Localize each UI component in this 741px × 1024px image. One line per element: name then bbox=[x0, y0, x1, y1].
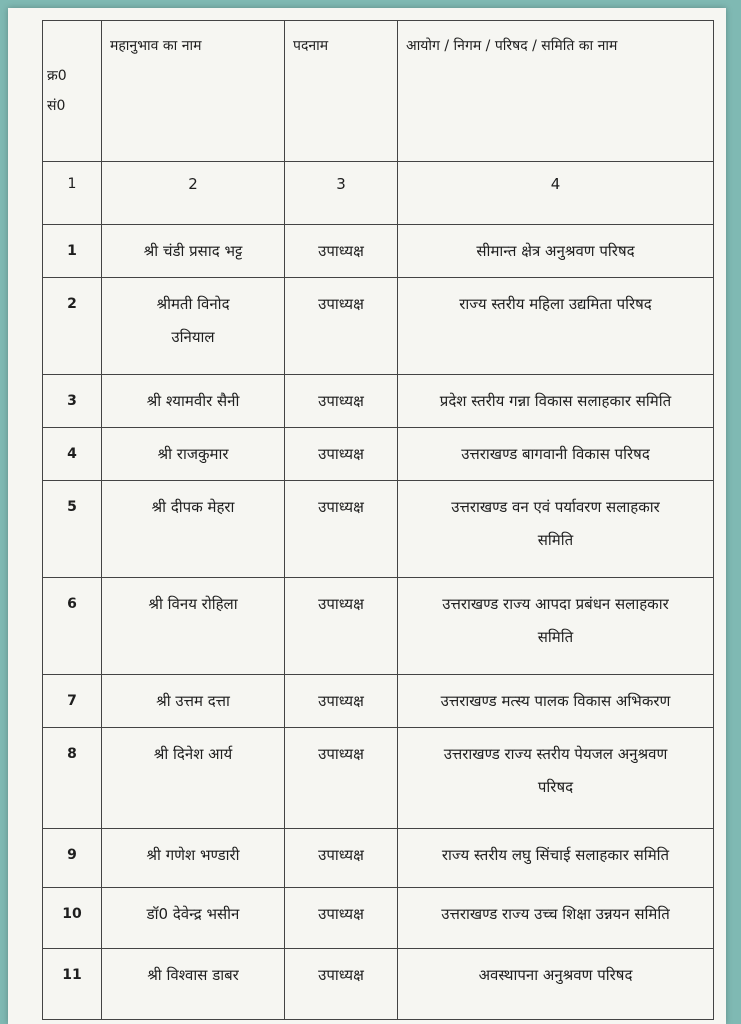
member-name: श्री दिनेश आर्य bbox=[102, 728, 285, 829]
serial-number: 1 bbox=[43, 225, 102, 278]
member-name: श्री चंडी प्रसाद भट्ट bbox=[102, 225, 285, 278]
table-row bbox=[43, 888, 714, 949]
table-row bbox=[43, 375, 714, 428]
header-designation: पदनाम bbox=[285, 21, 398, 162]
body-name: उत्तराखण्ड वन एवं पर्यावरण सलाहकार समिति bbox=[398, 481, 714, 578]
table-row bbox=[43, 225, 714, 278]
serial-number: 11 bbox=[43, 949, 102, 1020]
member-name: श्री श्यामवीर सैनी bbox=[102, 375, 285, 428]
body-name: उत्तराखण्ड राज्य स्तरीय पेयजल अनुश्रवण परिषद bbox=[398, 728, 714, 829]
column-number: 2 bbox=[102, 162, 285, 225]
designation: उपाध्यक्ष bbox=[285, 278, 398, 375]
table-row bbox=[43, 829, 714, 888]
designation: उपाध्यक्ष bbox=[285, 375, 398, 428]
member-name: श्रीमती विनोद उनियाल bbox=[102, 278, 285, 375]
member-name: श्री गणेश भण्डारी bbox=[102, 829, 285, 888]
designation: उपाध्यक्ष bbox=[285, 578, 398, 675]
designation: उपाध्यक्ष bbox=[285, 225, 398, 278]
member-name: श्री उत्तम दत्ता bbox=[102, 675, 285, 728]
designation: उपाध्यक्ष bbox=[285, 829, 398, 888]
designation: उपाध्यक्ष bbox=[285, 949, 398, 1020]
member-name: श्री दीपक मेहरा bbox=[102, 481, 285, 578]
designation: उपाध्यक्ष bbox=[285, 675, 398, 728]
member-name: डॉ0 देवेन्द्र भसीन bbox=[102, 888, 285, 949]
body-name: सीमान्त क्षेत्र अनुश्रवण परिषद bbox=[398, 225, 714, 278]
serial-number: 2 bbox=[43, 278, 102, 375]
serial-number: 6 bbox=[43, 578, 102, 675]
serial-number: 7 bbox=[43, 675, 102, 728]
column-number-row bbox=[43, 162, 714, 225]
body-name: उत्तराखण्ड राज्य उच्च शिक्षा उन्नयन समिति bbox=[398, 888, 714, 949]
body-name: उत्तराखण्ड मत्स्य पालक विकास अभिकरण bbox=[398, 675, 714, 728]
body-name: राज्य स्तरीय महिला उद्यमिता परिषद bbox=[398, 278, 714, 375]
serial-number: 10 bbox=[43, 888, 102, 949]
member-name: श्री राजकुमार bbox=[102, 428, 285, 481]
document-sheet bbox=[8, 8, 726, 1024]
table-row bbox=[43, 428, 714, 481]
serial-number: 5 bbox=[43, 481, 102, 578]
table-row bbox=[43, 675, 714, 728]
table-row bbox=[43, 949, 714, 1020]
body-name: उत्तराखण्ड राज्य आपदा प्रबंधन सलाहकार समिति bbox=[398, 578, 714, 675]
member-name: श्री विनय रोहिला bbox=[102, 578, 285, 675]
table-row bbox=[43, 578, 714, 675]
appointments-table bbox=[42, 20, 714, 1020]
designation: उपाध्यक्ष bbox=[285, 428, 398, 481]
body-name: उत्तराखण्ड बागवानी विकास परिषद bbox=[398, 428, 714, 481]
designation: उपाध्यक्ष bbox=[285, 888, 398, 949]
table-row bbox=[43, 278, 714, 375]
serial-number: 8 bbox=[43, 728, 102, 829]
serial-number: 4 bbox=[43, 428, 102, 481]
table-row bbox=[43, 728, 714, 829]
column-number: 3 bbox=[285, 162, 398, 225]
header-body: आयोग / निगम / परिषद / समिति का नाम bbox=[398, 21, 714, 162]
body-name: अवस्थापना अनुश्रवण परिषद bbox=[398, 949, 714, 1020]
header-name: महानुभाव का नाम bbox=[102, 21, 285, 162]
column-number: 1 bbox=[43, 162, 102, 225]
designation: उपाध्यक्ष bbox=[285, 481, 398, 578]
designation: उपाध्यक्ष bbox=[285, 728, 398, 829]
body-name: राज्य स्तरीय लघु सिंचाई सलाहकार समिति bbox=[398, 829, 714, 888]
header-serial: क्र0 सं0 bbox=[43, 21, 102, 162]
serial-number: 9 bbox=[43, 829, 102, 888]
table-row bbox=[43, 481, 714, 578]
body-name: प्रदेश स्तरीय गन्ना विकास सलाहकार समिति bbox=[398, 375, 714, 428]
member-name: श्री विश्वास डाबर bbox=[102, 949, 285, 1020]
column-number: 4 bbox=[398, 162, 714, 225]
table-header-row bbox=[43, 21, 714, 162]
serial-number: 3 bbox=[43, 375, 102, 428]
